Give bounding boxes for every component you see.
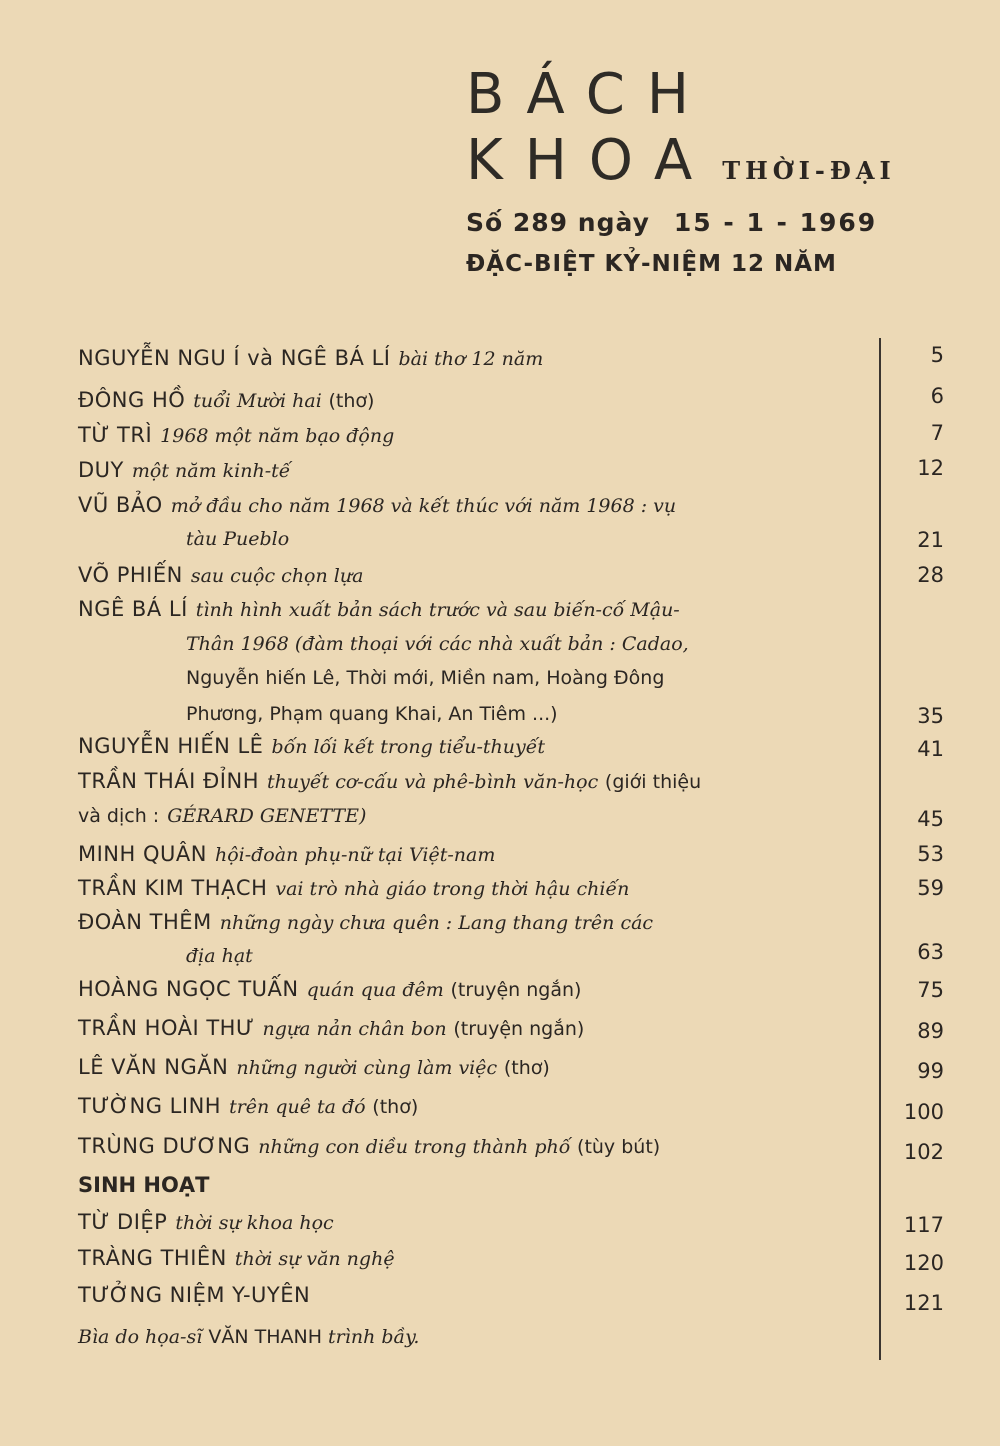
entry-author: MINH QUÂN bbox=[78, 842, 207, 866]
entry-title-cont: và dịch : bbox=[78, 805, 160, 827]
entry-page: 102 bbox=[903, 1140, 944, 1164]
entry-title: những người cùng làm việc bbox=[236, 1057, 498, 1079]
entry-title: 1968 một năm bạo động bbox=[160, 425, 395, 447]
toc-entry-continuation bbox=[78, 800, 858, 831]
toc-entry bbox=[78, 1131, 858, 1162]
entry-author: TRÙNG DƯƠNG bbox=[78, 1134, 251, 1158]
toc-entry-continuation bbox=[186, 662, 966, 693]
entry-page: 28 bbox=[917, 563, 944, 587]
entry-page: 35 bbox=[917, 704, 944, 728]
credit-prefix: Bìa do họa-sĩ bbox=[78, 1326, 203, 1348]
entry-page: 121 bbox=[903, 1291, 944, 1315]
entry-page: 21 bbox=[917, 528, 944, 552]
entry-title: thời sự văn nghệ bbox=[234, 1248, 395, 1270]
entry-author: NGÊ BÁ LÍ bbox=[78, 597, 188, 621]
entry-note: (tùy bút) bbox=[577, 1136, 661, 1158]
page-column-divider bbox=[879, 338, 881, 1360]
toc-entry bbox=[78, 455, 858, 486]
entry-note: (thơ) bbox=[503, 1057, 550, 1079]
toc-entry bbox=[78, 839, 858, 870]
entry-author: TRẦN HOÀI THƯ bbox=[78, 1016, 255, 1040]
toc-entry bbox=[78, 907, 858, 938]
entry-author: ĐÔNG HỒ bbox=[78, 388, 186, 412]
credit-suffix: trình bầy. bbox=[328, 1326, 420, 1348]
entry-title: thuyết cơ-cấu và phê-bình văn-học bbox=[267, 771, 599, 793]
toc-entry-continuation bbox=[186, 698, 966, 729]
entry-page: 7 bbox=[930, 421, 944, 445]
entry-note: (giới thiệu bbox=[604, 771, 702, 793]
masthead bbox=[466, 62, 896, 277]
masthead-era: THỜI-ĐẠI bbox=[722, 156, 896, 185]
toc-entry bbox=[78, 1091, 858, 1122]
entry-note: (thơ) bbox=[328, 390, 375, 412]
entry-title-cont: GÉRARD GENETTE) bbox=[167, 805, 367, 827]
entry-author: HOÀNG NGỌC TUẤN bbox=[78, 977, 299, 1001]
entry-title-cont: địa hạt bbox=[186, 945, 253, 967]
entry-title-cont: tàu Pueblo bbox=[186, 528, 290, 550]
entry-page: 117 bbox=[903, 1213, 944, 1237]
entry-page: 89 bbox=[917, 1019, 944, 1043]
toc-entry bbox=[78, 385, 858, 416]
entry-page: 45 bbox=[917, 807, 944, 831]
entry-title: ngựa nản chân bon bbox=[262, 1018, 447, 1040]
entry-title: hội-đoàn phụ-nữ tại Việt-nam bbox=[214, 844, 496, 866]
entry-title: những ngày chưa quên : Lang thang trên các bbox=[219, 912, 654, 934]
entry-page: 63 bbox=[917, 940, 944, 964]
entry-author: TRẦN THÁI ĐỈNH bbox=[78, 769, 259, 793]
toc-entry bbox=[78, 420, 858, 451]
entry-title: trên quê ta đó bbox=[229, 1096, 366, 1118]
entry-author: TỪ TRÌ bbox=[78, 423, 153, 447]
entry-author: VŨ BẢO bbox=[78, 493, 163, 517]
masthead-title-line1: BÁCH bbox=[466, 62, 711, 127]
toc-entry-continuation bbox=[186, 940, 966, 971]
entry-title: những con diều trong thành phố bbox=[258, 1136, 571, 1158]
entry-title: vai trò nhà giáo trong thời hậu chiến bbox=[275, 878, 630, 900]
entry-page: 120 bbox=[903, 1251, 944, 1275]
credit-artist: VĂN THANH bbox=[208, 1326, 322, 1348]
entry-title: tình hình xuất bản sách trước và sau biến-cố Mậu- bbox=[195, 599, 680, 621]
entry-author: DUY bbox=[78, 458, 124, 482]
toc-entry bbox=[78, 974, 858, 1005]
toc-entry bbox=[78, 594, 858, 625]
cover-credit bbox=[78, 1322, 419, 1352]
entry-title-cont: Nguyễn hiến Lê, Thời mới, Miền nam, Hoàng Đông bbox=[186, 667, 665, 689]
toc-entry bbox=[78, 1207, 858, 1238]
entry-title: bài thơ 12 năm bbox=[398, 348, 544, 370]
entry-title: một năm kinh-tế bbox=[131, 460, 291, 482]
entry-title: mở đầu cho năm 1968 và kết thúc với năm 1968 : vụ bbox=[170, 495, 677, 517]
entry-author: NGUYỄN HIẾN LÊ bbox=[78, 734, 264, 758]
entry-page: 41 bbox=[917, 737, 944, 761]
entry-title: sau cuộc chọn lựa bbox=[190, 565, 364, 587]
entry-title: thời sự khoa học bbox=[175, 1212, 334, 1234]
toc-entry bbox=[78, 1243, 858, 1274]
entry-note: (thơ) bbox=[372, 1096, 419, 1118]
entry-page: 99 bbox=[917, 1059, 944, 1083]
entry-page: 53 bbox=[917, 842, 944, 866]
entry-author: TỪ DIỆP bbox=[78, 1210, 168, 1234]
entry-author: TƯỞNG NIỆM Y-UYÊN bbox=[78, 1283, 311, 1307]
toc-entry bbox=[78, 873, 858, 904]
toc-entry bbox=[78, 1013, 858, 1044]
toc-entry bbox=[78, 343, 858, 374]
masthead-title-row bbox=[466, 128, 896, 194]
toc-entry bbox=[78, 490, 858, 521]
issue-number: Số 289 ngày bbox=[466, 208, 650, 237]
entry-page: 5 bbox=[930, 343, 944, 367]
entry-page: 100 bbox=[903, 1100, 944, 1124]
special-edition: ĐẶC-BIỆT KỶ-NIỆM 12 NĂM bbox=[466, 251, 837, 277]
section-heading: SINH HOẠT bbox=[78, 1173, 210, 1197]
toc-entry bbox=[78, 1052, 858, 1083]
entry-title: tuổi Mười hai bbox=[193, 390, 322, 412]
entry-title: bốn lối kết trong tiểu-thuyết bbox=[271, 736, 546, 758]
entry-title-cont: Phương, Phạm quang Khai, An Tiêm ...) bbox=[186, 703, 558, 725]
toc-entry bbox=[78, 1280, 858, 1310]
entry-author: TRÀNG THIÊN bbox=[78, 1246, 227, 1270]
entry-author: TRẦN KIM THẠCH bbox=[78, 876, 268, 900]
issue-line bbox=[466, 208, 896, 237]
entry-author: LÊ VĂN NGĂN bbox=[78, 1055, 229, 1079]
toc-entry bbox=[78, 560, 858, 591]
toc-entry bbox=[78, 731, 858, 762]
toc-entry-continuation bbox=[186, 628, 966, 659]
toc-entry bbox=[78, 766, 858, 797]
entry-page: 75 bbox=[917, 978, 944, 1002]
entry-title: quán qua đêm bbox=[306, 979, 444, 1001]
entry-page: 12 bbox=[917, 456, 944, 480]
toc-entry-continuation bbox=[186, 523, 966, 554]
entry-note: (truyện ngắn) bbox=[453, 1018, 585, 1040]
issue-date: 15 - 1 - 1969 bbox=[673, 208, 878, 237]
entry-page: 59 bbox=[917, 876, 944, 900]
entry-title-cont: Thân 1968 (đàm thoại với các nhà xuất bản : Cadao, bbox=[186, 633, 689, 655]
entry-author: ĐOÀN THÊM bbox=[78, 910, 212, 934]
entry-page: 6 bbox=[930, 384, 944, 408]
masthead-title-line2: KHOA bbox=[466, 128, 715, 193]
entry-author: NGUYỄN NGU Í và NGÊ BÁ LÍ bbox=[78, 346, 391, 370]
entry-author: VÕ PHIẾN bbox=[78, 563, 183, 587]
entry-note: (truyện ngắn) bbox=[450, 979, 582, 1001]
entry-author: TƯỜNG LINH bbox=[78, 1094, 222, 1118]
